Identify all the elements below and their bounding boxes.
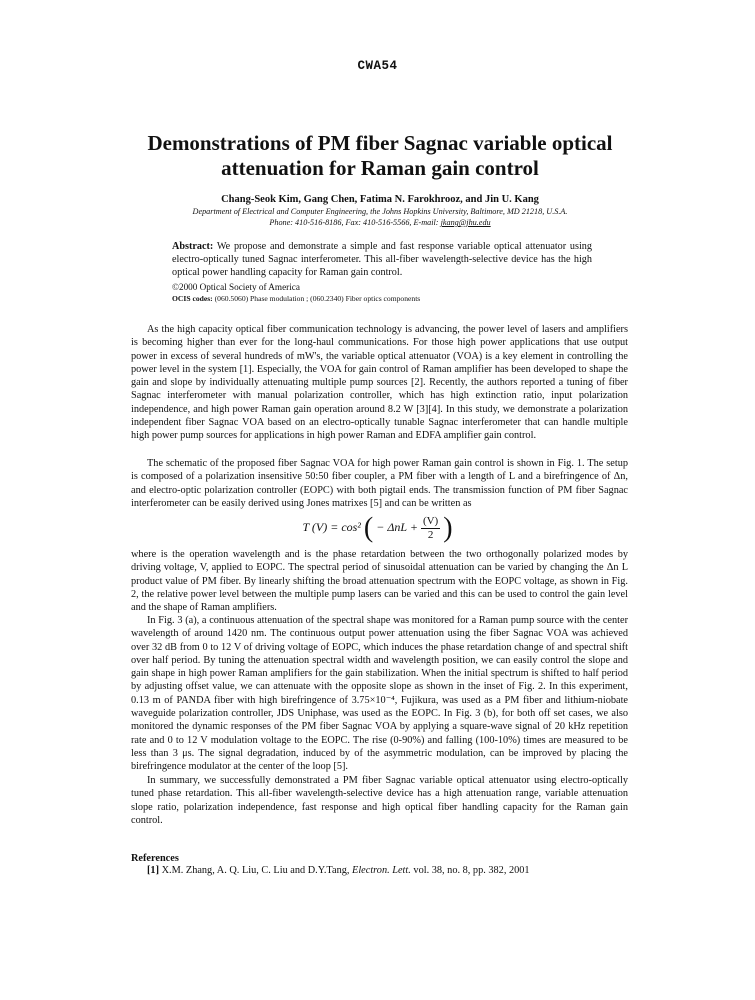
email-link[interactable]: jkang@jhu.edu <box>440 218 491 227</box>
equation-lhs: T (V) = cos² <box>302 520 361 534</box>
transmission-equation <box>0 512 755 543</box>
fraction-numerator: (V) <box>422 514 439 527</box>
affiliation <box>120 206 640 228</box>
ocis-codes <box>172 294 420 304</box>
reference-details: vol. 38, no. 8, pp. 382, 2001 <box>410 865 530 876</box>
body-paragraph-3: where is the operation wavelength and is the phase retardation between the two orthogonally polarized modes by driving voltage, V, applied to EOPC. The spectral period of sinusoidal attenuation can be varied by changing the Δn L product value of PM fiber. By linearly shifting the broad attenuation spectrum with the EOPC voltage, as shown in Fig. 2, the relative power level between the multiple pump lasers can be varied and this can be used to control the gain level and the shape of Raman amplifiers. <box>131 549 628 614</box>
right-paren: ) <box>443 512 453 544</box>
affiliation-department: Department of Electrical and Computer Engineering, the Johns Hopkins University, Baltimore, MD 21218, U.S.A. <box>192 207 568 216</box>
reference-item <box>147 865 530 876</box>
abstract-label: Abstract: <box>172 241 214 252</box>
affiliation-contact <box>120 217 640 228</box>
title-line-1: Demonstrations of PM fiber Sagnac variable optical <box>147 131 613 155</box>
equation-fraction <box>421 515 440 542</box>
equation-term: − ΔnL + <box>376 520 418 534</box>
abstract <box>172 241 592 279</box>
references-heading: References <box>131 853 179 864</box>
reference-authors: X.M. Zhang, A. Q. Liu, C. Liu and D.Y.Tang, <box>159 865 353 876</box>
reference-journal: Electron. Lett. <box>352 865 411 876</box>
abstract-text: We propose and demonstrate a simple and fast response variable optical attenuator using electro-optically tuned Sagnac interferometer. This all-fiber wavelength-selective device has the high optical power handling capacity for Raman gain control. <box>172 241 592 278</box>
body-paragraph-5: In summary, we successfully demonstrated a PM fiber Sagnac variable optical attenuator using electro-optically tuned phase retardation. This all-fiber wavelength-selective device has a high attenuation range, variable attenuation slope ratio, polarization independence, fast response and high optical fiber handling capacity for the Raman gain control. <box>131 775 628 826</box>
author-list: Chang-Seok Kim, Gang Chen, Fatima N. Farokhrooz, and Jin U. Kang <box>221 194 539 205</box>
ocis-text: (060.5060) Phase modulation ; (060.2340) Fiber optics components <box>212 294 421 303</box>
body-paragraph-2: The schematic of the proposed fiber Sagnac VOA for high power Raman gain control is shown in Fig. 1. The setup is composed of a polarization insensitive 50:50 fiber coupler, a PM fiber with a length of L and a birefringence of Δn, and electro-optic polarization controller (EOPC) with both pigtail ends. The transmission function of PM fiber Sagnac interferometer can be easily derived using Jones matrixes [5] and can be written as <box>131 458 628 509</box>
fraction-denominator: 2 <box>427 528 434 541</box>
body-paragraph-4: In Fig. 3 (a), a continuous attenuation of the spectral shape was monitored for a Raman pump source with the center wavelength of around 1420 nm. The continuous output power attenuation using the fiber Sagnac VOA was achieved over 32 dB from 0 to 12 V of driving voltage of EOPC, which induces the phase retardation change of and spectral shift over half period. By tuning the attenuation spectral width and wavelength position, we can easily control the slope and gain shape in high power Raman amplifiers for the gain stabilization. When the initial spectrum is shifted to half period by adjusting offset value, we can attenuate with the opposite slope as shown in the inset of Fig. 2. In this experiment, 0.13 m of PANDA fiber with high birefringence of 3.75×10⁻⁴, Fujikura, was used as a PM fiber and lithium-niobate waveguide polarization controller, JDS Uniphase, was used as the EOPC. In Fig. 3 (b), for both off set cases, we also monitored the dynamic responses of the PM fiber Sagnac VOA by applying a square-wave signal of 20 kHz repetition rate and 0 to 12 V modulation voltage to the EOPC. The rise (0-90%) and falling (100-10%) times are measured to be less than 3 μs. The signal degradation, induced by of the asymmetric modulation, can be improved by placing the birefringence modulator at the center of the loop [5]. <box>131 615 628 773</box>
body-paragraph-1: As the high capacity optical fiber communication technology is advancing, the power level of lasers and amplifiers is becoming higher than ever for the long-haul communications. For those high power applications that use output power in excess of several hundreds of mW's, the variable optical attenuator (VOA) is a key element in controlling the power level in the system [1]. Especially, the VOA for gain control of Raman amplifier has been developed to shape the gain and slope by individually attenuating multiple pump sources [2]. Recently, the authors reported a tuning of fiber Sagnac interferometer with manual polarization controller, which has high extinction ratio, input polarization independence, and high power Raman gain operation around 8.2 W [3][4]. In this study, we demonstrate a polarization independent fiber Sagnac VOA based on an electro-optically tunable Sagnac interferometer that can handle multiple high power pump sources for applications in high power Raman and EDFA amplifier gain control. <box>131 324 628 442</box>
title-line-2: attenuation for Raman gain control <box>221 156 539 180</box>
session-code: CWA54 <box>357 59 398 73</box>
left-paren: ( <box>363 512 374 544</box>
ocis-label: OCIS codes: <box>172 294 213 303</box>
phone-fax: Phone: 410-516-8186, Fax: 410-516-5566, E-mail: <box>269 218 441 227</box>
copyright: ©2000 Optical Society of America <box>172 282 300 292</box>
paper-title <box>120 131 640 181</box>
reference-number: [1] <box>147 865 160 876</box>
